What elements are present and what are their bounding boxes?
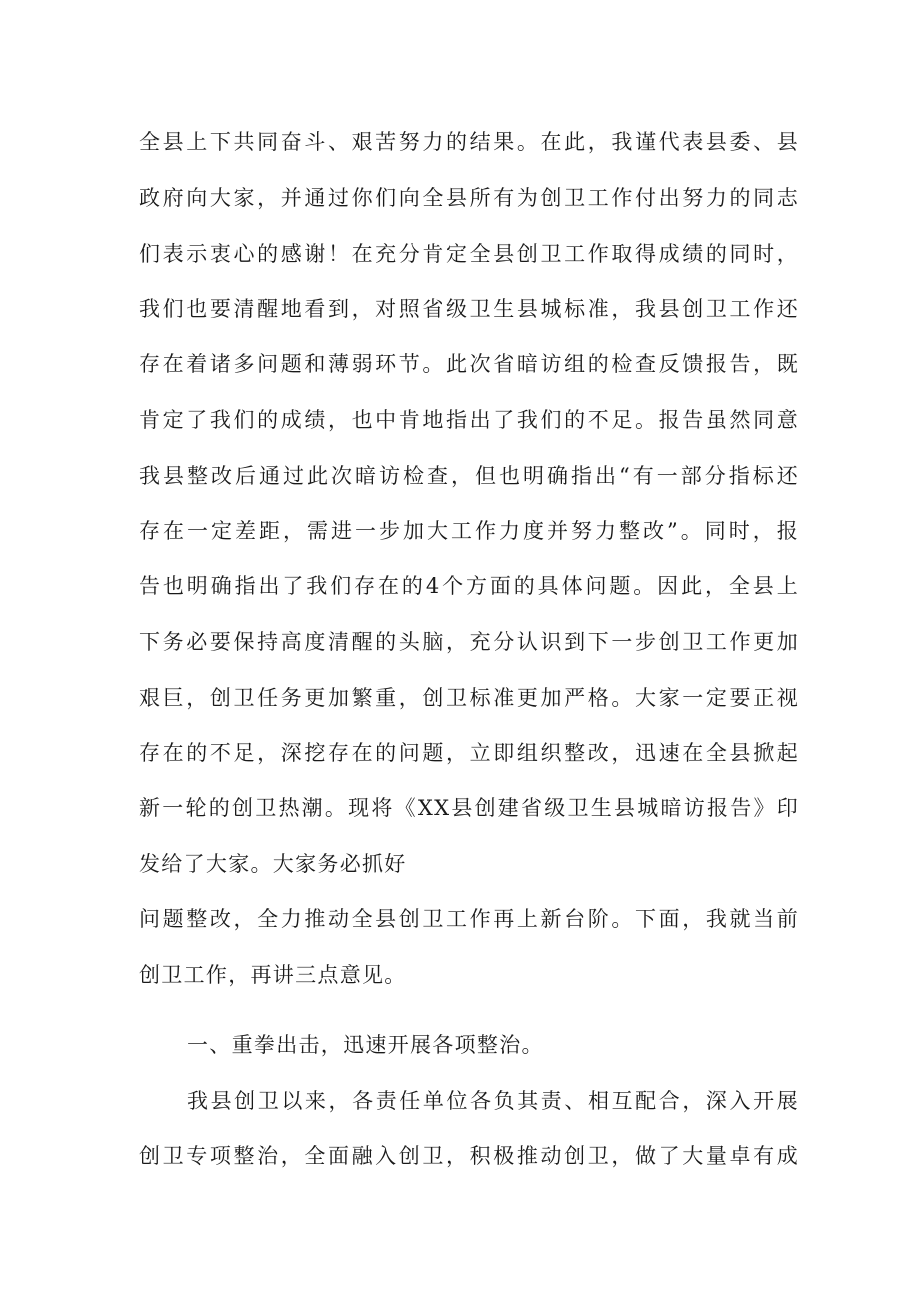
text-line: 下务必要保持高度清醒的头脑，充分认识到下一步创卫工作更加 [139, 630, 799, 654]
text-line: 新一轮的创卫热潮。现将《XX县创建省级卫生县城暗访报告》印 [139, 796, 799, 820]
text-line: 存在的不足，深挖存在的问题，立即组织整改，迅速在全县掀起 [139, 741, 799, 765]
section-heading: 一、重拳出击，迅速开展各项整治。 [187, 1033, 544, 1057]
text-line: 我们也要清醒地看到，对照省级卫生县城标准，我县创卫工作还 [139, 297, 799, 321]
text-line: 发给了大家。大家务必抓好 [139, 852, 407, 876]
text-line: 肯定了我们的成绩，也中肯地指出了我们的不足。报告虽然同意 [139, 408, 799, 432]
text-line: 问题整改，全力推动全县创卫工作再上新台阶。下面，我就当前 [139, 907, 799, 931]
text-line: 我县创卫以来，各责任单位各负其责、相互配合，深入开展 [187, 1089, 799, 1113]
text-line: 我县整改后通过此次暗访检查，但也明确指出“有一部分指标还 [139, 464, 799, 488]
text-line: 政府向大家，并通过你们向全县所有为创卫工作付出努力的同志 [139, 186, 799, 210]
text-line: 存在着诸多问题和薄弱环节。此次省暗访组的检查反馈报告，既 [139, 352, 799, 376]
text-line: 们表示衷心的感谢！在充分肯定全县创卫工作取得成绩的同时， [139, 242, 799, 266]
text-line: 存在一定差距，需进一步加大工作力度并努力整改”。同时，报 [139, 519, 799, 543]
text-line: 创卫工作，再讲三点意见。 [139, 963, 407, 987]
text-line: 全县上下共同奋斗、艰苦努力的结果。在此，我谨代表县委、县 [139, 130, 799, 154]
text-line: 创卫专项整治，全面融入创卫，积极推动创卫，做了大量卓有成 [139, 1144, 799, 1168]
text-line: 告也明确指出了我们存在的4个方面的具体问题。因此，全县上 [139, 574, 799, 598]
text-line: 艰巨，创卫任务更加繁重，创卫标准更加严格。大家一定要正视 [139, 686, 799, 710]
